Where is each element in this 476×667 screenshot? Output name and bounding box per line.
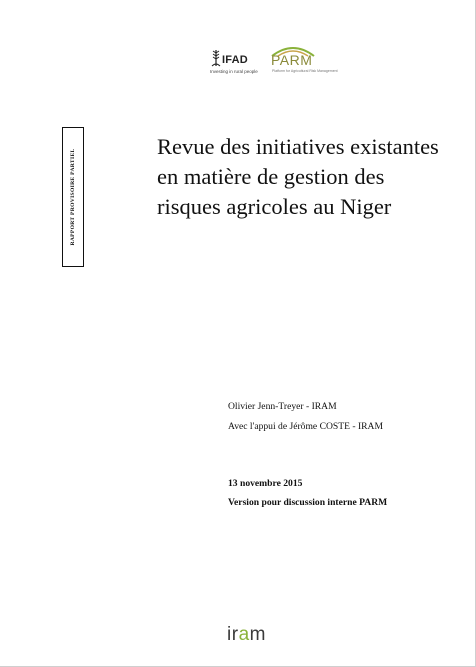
ifad-name: IFAD — [222, 54, 248, 66]
ifad-tagline: Investing in rural people — [210, 69, 258, 74]
document-title — [157, 132, 457, 222]
supporting-author: Avec l'appui de Jérôme COSTE - IRAM — [228, 421, 384, 432]
iram-logo — [227, 624, 266, 646]
draft-stamp — [62, 127, 84, 267]
title-line-1: Revue des initiatives existantes — [157, 134, 439, 159]
title-line-3: risques agricoles au Niger — [157, 194, 392, 219]
document-version: Version pour discussion interne PARM — [228, 497, 388, 508]
document-date: 13 novembre 2015 — [228, 478, 303, 489]
iram-suffix: m — [249, 624, 266, 645]
draft-stamp-text: RAPPORT PROVISOIRE PARTIEL — [70, 148, 76, 246]
parm-subtitle: Platform for Agricultural Risk Management — [272, 69, 338, 73]
parm-logo — [268, 44, 338, 80]
title-line-2: en matière de gestion des — [157, 164, 385, 189]
ifad-wheat-icon — [210, 48, 222, 68]
ifad-logo — [210, 48, 272, 78]
primary-author: Olivier Jenn-Treyer - IRAM — [228, 401, 337, 412]
parm-name: PARM — [271, 52, 313, 68]
iram-prefix: ir — [227, 624, 239, 645]
iram-accent: a — [238, 624, 250, 645]
